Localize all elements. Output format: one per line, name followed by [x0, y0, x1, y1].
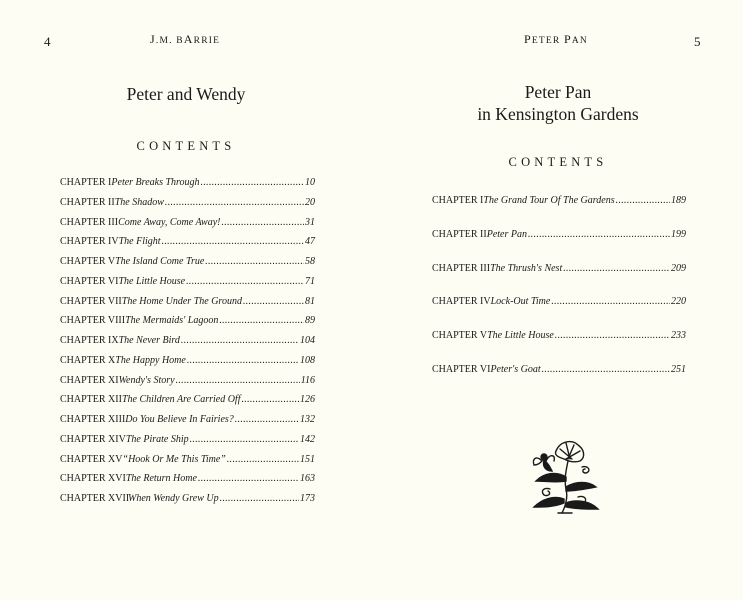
- toc-leader-dots: [528, 229, 670, 240]
- toc-page-number: 199: [671, 228, 686, 240]
- running-head-author: J.M. BARRIE: [150, 32, 221, 46]
- toc-page-number: 142: [300, 433, 315, 445]
- page-number: 5: [694, 34, 701, 49]
- toc-chapter-number: CHAPTER XV: [60, 453, 123, 465]
- toc-entry: [60, 236, 315, 247]
- toc-page-number: 251: [671, 364, 686, 375]
- toc-leader-dots: [220, 493, 299, 504]
- toc-chapter-number: CHAPTER VII: [60, 295, 122, 307]
- toc-entry: [432, 330, 686, 341]
- toc-leader-dots: [563, 263, 670, 274]
- toc-entry: [60, 315, 315, 326]
- toc-leader-dots: [616, 195, 670, 206]
- toc-entry: [60, 414, 315, 425]
- toc-leader-dots: [176, 375, 300, 386]
- toc-entry: [60, 296, 315, 307]
- book-title: Peter and Wendy: [126, 84, 246, 104]
- right-page: [372, 0, 743, 600]
- toc-chapter-number: CHAPTER VI: [60, 275, 119, 287]
- toc-entry: [432, 364, 686, 375]
- toc-chapter-title: When Wendy Grew Up: [128, 493, 219, 504]
- toc-page-number: 220: [671, 296, 686, 308]
- toc-entry: [432, 195, 686, 206]
- toc-chapter-number: CHAPTER III: [432, 262, 491, 274]
- toc-chapter-title: The Shadow: [114, 196, 164, 208]
- toc-chapter-number: CHAPTER VIII: [60, 315, 126, 327]
- toc-chapter-title: The Little House: [118, 275, 186, 287]
- toc-leader-dots: [198, 473, 299, 484]
- toc-chapter-number: CHAPTER I: [432, 195, 484, 206]
- toc-chapter-number: CHAPTER III: [60, 216, 119, 228]
- toc-page-number: 89: [305, 315, 315, 327]
- toc-page-number: 31: [305, 216, 315, 228]
- toc-chapter-title: The Mermaids' Lagoon: [125, 315, 219, 327]
- toc-entry: [60, 177, 315, 188]
- toc-leader-dots: [181, 335, 299, 346]
- toc-chapter-title: Lock-Out Time: [490, 296, 551, 308]
- toc-page-number: 209: [671, 262, 686, 274]
- toc-chapter-title: Peter Pan: [486, 228, 527, 240]
- toc-chapter-number: CHAPTER IX: [60, 335, 119, 346]
- toc-chapter-title: The Happy Home: [115, 354, 186, 366]
- toc-chapter-number: CHAPTER XII: [60, 394, 122, 406]
- toc-entry: [60, 394, 315, 405]
- toc-page-number: 71: [305, 275, 315, 287]
- toc-entry: [60, 434, 315, 445]
- toc-chapter-number: CHAPTER XVI: [60, 473, 126, 485]
- toc-page-number: 126: [300, 394, 315, 406]
- toc-entry: [60, 473, 315, 484]
- toc-chapter-title: The Thrush's Nest: [490, 262, 563, 274]
- toc-chapter-number: CHAPTER XIV: [60, 433, 126, 445]
- toc-chapter-title: Peter's Goat: [490, 364, 541, 375]
- toc-chapter-title: Wendy's Story: [118, 374, 175, 386]
- toc-chapter-title: The Return Home: [125, 473, 197, 485]
- toc-leader-dots: [187, 355, 299, 366]
- toc-leader-dots: [542, 364, 670, 375]
- toc-page-number: 58: [305, 256, 315, 267]
- running-head-title: PETER PAN: [524, 32, 588, 46]
- toc-leader-dots: [221, 217, 304, 228]
- toc-chapter-title: Do You Believe In Fairies?: [125, 414, 234, 425]
- toc-chapter-title: “Hook Or Me This Time”: [122, 453, 226, 465]
- toc-chapter-number: CHAPTER II: [432, 228, 487, 240]
- toc-page-number: 108: [300, 354, 315, 366]
- book-title-line2: in Kensington Gardens: [477, 104, 639, 124]
- contents-heading: CONTENTS: [136, 139, 236, 153]
- toc-chapter-number: CHAPTER IV: [432, 296, 491, 308]
- toc-chapter-number: CHAPTER I: [60, 177, 112, 188]
- toc-page-number: 47: [305, 236, 315, 248]
- toc-entry: [60, 375, 315, 386]
- toc-chapter-number: CHAPTER XVII: [60, 493, 130, 504]
- toc-leader-dots: [165, 197, 304, 208]
- toc-leader-dots: [243, 296, 304, 307]
- toc-chapter-title: The Island Come True: [115, 256, 205, 267]
- toc-chapter-title: The Never Bird: [118, 335, 180, 346]
- toc-chapter-title: Peter Breaks Through: [111, 177, 200, 188]
- toc-entry: [60, 217, 315, 228]
- toc-entry: [432, 296, 686, 307]
- toc-chapter-title: The Flight: [118, 236, 161, 248]
- book-title-line1: Peter Pan: [524, 82, 592, 102]
- toc-page-number: 104: [300, 335, 315, 346]
- toc-page-number: 81: [305, 295, 315, 307]
- toc-leader-dots: [227, 454, 299, 465]
- toc-page-number: 163: [300, 473, 315, 485]
- toc-leader-dots: [235, 414, 299, 425]
- toc-leader-dots: [190, 434, 299, 445]
- toc-chapter-title: The Children Are Carried Off: [121, 394, 241, 406]
- toc-entry: [432, 263, 686, 274]
- toc-entry: [60, 355, 315, 366]
- toc-page-number: 132: [300, 414, 315, 425]
- toc-page-number: 20: [305, 196, 315, 208]
- contents-heading: CONTENTS: [508, 155, 608, 169]
- toc-chapter-title: The Pirate Ship: [125, 433, 189, 445]
- toc-leader-dots: [162, 236, 304, 247]
- toc-leader-dots: [241, 394, 299, 405]
- toc-page-number: 151: [300, 453, 315, 465]
- toc-entry: [60, 197, 315, 208]
- toc-page-number: 189: [671, 195, 686, 206]
- toc-chapter-title: The Home Under The Ground: [121, 295, 242, 307]
- toc-chapter-number: CHAPTER X: [60, 354, 116, 366]
- toc-page-number: 10: [305, 177, 315, 188]
- toc-entry: [60, 276, 315, 287]
- toc-chapter-number: CHAPTER VI: [432, 364, 491, 375]
- toc-chapter-title: The Little House: [487, 330, 554, 342]
- toc-chapter-number: CHAPTER XI: [60, 374, 119, 386]
- toc-leader-dots: [219, 315, 304, 326]
- toc-entry: [60, 256, 315, 267]
- toc-chapter-title: Come Away, Come Away!: [118, 216, 221, 228]
- toc-leader-dots: [551, 296, 670, 307]
- toc-chapter-number: CHAPTER XIII: [60, 414, 126, 425]
- toc-leader-dots: [186, 276, 304, 287]
- toc-chapter-number: CHAPTER IV: [60, 236, 119, 248]
- toc-chapter-title: The Grand Tour Of The Gardens: [483, 195, 615, 206]
- page-number: 4: [44, 34, 51, 49]
- fairy-flower-ornament-icon: [528, 437, 604, 517]
- book-title: [432, 81, 684, 125]
- toc-leader-dots: [555, 330, 670, 341]
- toc-entry: [60, 335, 315, 346]
- toc-chapter-number: CHAPTER V: [432, 330, 488, 342]
- toc-chapter-number: CHAPTER V: [60, 256, 116, 267]
- toc-page-number: 233: [671, 330, 686, 342]
- toc-leader-dots: [201, 177, 304, 188]
- toc-entry: [60, 493, 315, 504]
- toc-page-number: 116: [300, 374, 315, 386]
- toc-chapter-number: CHAPTER II: [60, 196, 115, 208]
- toc-leader-dots: [205, 256, 304, 267]
- toc-page-number: 173: [300, 493, 315, 504]
- toc-entry: [60, 454, 315, 465]
- toc-entry: [432, 229, 686, 240]
